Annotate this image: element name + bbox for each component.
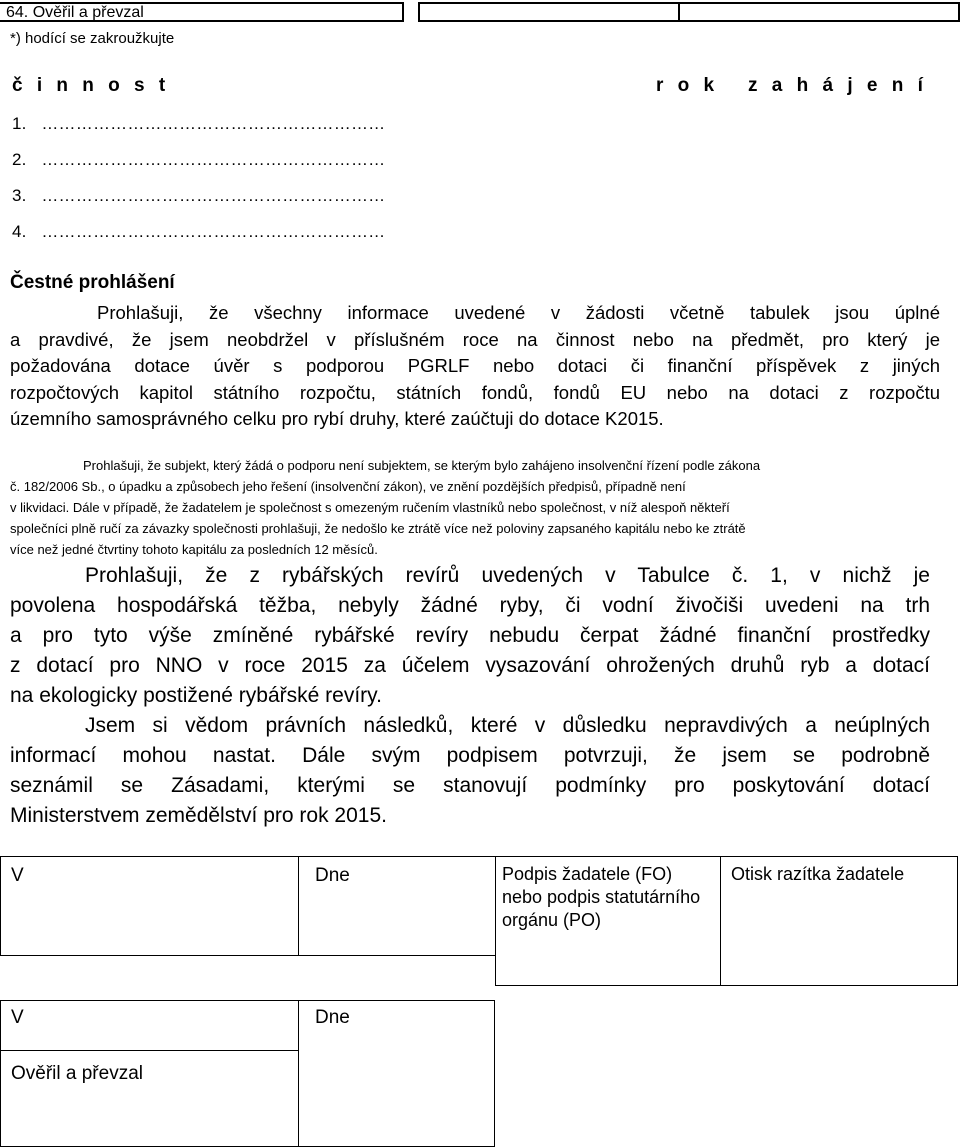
place-label: V <box>11 1007 24 1028</box>
paragraph-line: na ekologicky postižené rybářské revíry. <box>10 684 382 707</box>
paragraph-line: požadována dotace úvěr s podporou PGRLF nebo dotaci či finanční příspěvek z jiných <box>10 355 940 376</box>
start-year-column-header: r o k z a h á j e n í <box>656 75 928 96</box>
header-box-label: 64. Ověřil a převzal <box>6 4 144 21</box>
paragraph-line: Prohlašuji, že z rybářských revírů uvedených v Tabulce č. 1, v nichž je <box>85 564 930 587</box>
declaration-paragraph-1 <box>10 300 940 433</box>
activity-row-3[interactable]: 3. …………………………………………………… <box>12 186 386 205</box>
paragraph-line: č. 182/2006 Sb., o úpadku a způsobech jeho řešení (insolvenční zákon), ve znění pozdějších předpisů, případně není <box>10 479 686 494</box>
place-label: V <box>11 865 24 886</box>
paragraph-line: Jsem si vědom právních následků, které v důsledku nepravdivých a neúplných <box>85 714 930 737</box>
date-label: Dne <box>315 1007 350 1028</box>
stamp-label: Otisk razítka žadatele <box>731 864 905 884</box>
paragraph-line: v likvidaci. Dále v případě, že žadatelem je společnost s omezeným ručením vlastníků nebo společnost, v níž alespoň někteří <box>10 500 730 515</box>
activity-row-1[interactable]: 1. …………………………………………………… <box>12 114 386 133</box>
paragraph-line: Prohlašuji, že subjekt, který žádá o podporu není subjektem, se kterým bylo zahájeno insolvenční řízení podle zákona <box>83 458 761 473</box>
activity-column-header: č i n n o s t <box>12 75 170 96</box>
paragraph-line: a pravdivé, že jsem neobdržel v příslušném roce na činnost nebo na předmět, pro který je <box>10 328 940 350</box>
paragraph-line: z dotací pro NNO v roce 2015 za účelem vysazování ohrožených druhů ryb a dotací <box>10 654 930 677</box>
verification-date-field[interactable] <box>298 1000 495 1147</box>
paragraph-line: povolena hospodářská těžba, nebyly žádné ryby, či vodní živočiši uvedeni na trh <box>10 594 930 617</box>
signature-label: Podpis žadatele (FO) nebo podpis statutárního orgánu (PO) <box>502 864 701 930</box>
header-field-1[interactable] <box>418 2 680 22</box>
verified-by-field[interactable] <box>0 1050 298 1147</box>
paragraph-line: a pro tyto výše zmíněné rybářské revíry nebudu čerpat žádné finanční prostředky <box>10 624 930 647</box>
applicant-stamp-field[interactable] <box>720 856 958 986</box>
paragraph-line: Prohlašuji, že všechny informace uvedené v žádosti včetně tabulek jsou úplné <box>97 302 940 323</box>
date-label: Dne <box>315 865 350 886</box>
declaration-paragraph-3 <box>10 561 930 831</box>
signature-date-field[interactable] <box>298 856 495 956</box>
header-label-box <box>0 2 404 22</box>
activity-row-4[interactable]: 4. …………………………………………………… <box>12 222 386 241</box>
paragraph-line: Ministerstvem zemědělství pro rok 2015. <box>10 804 387 827</box>
paragraph-line: informací mohou nastat. Dále svým podpisem potvrzuji, že jsem se podrobně <box>10 744 930 767</box>
verified-label: Ověřil a převzal <box>11 1063 143 1084</box>
paragraph-line: rozpočtových kapitol státního rozpočtu, státních fondů, fondů EU nebo na dotaci z rozpočtu <box>10 381 940 403</box>
activity-row-2[interactable]: 2. …………………………………………………… <box>12 150 386 169</box>
declaration-heading: Čestné prohlášení <box>10 272 175 293</box>
paragraph-line: územního samosprávného celku pro rybí druhy, které zaúčtuji do dotace K2015. <box>10 408 664 429</box>
signature-place-field[interactable] <box>0 856 298 956</box>
applicant-signature-field[interactable] <box>495 856 720 986</box>
declaration-paragraph-2 <box>10 455 928 560</box>
paragraph-line: seznámil se Zásadami, kterými se stanovují podmínky pro poskytování dotací <box>10 774 930 797</box>
paragraph-line: společníci plně ručí za závazky společnosti prohlašuji, že nedošlo ke ztrátě více než poloviny zapsaného kapitálu nebo ke ztrátě <box>10 521 746 536</box>
verification-place-field[interactable] <box>0 1000 298 1050</box>
instruction-note: *) hodící se zakroužkujte <box>10 30 175 47</box>
header-field-2[interactable] <box>678 2 960 22</box>
paragraph-line: více než jedné čtvrtiny tohoto kapitálu za posledních 12 měsíců. <box>10 542 378 557</box>
